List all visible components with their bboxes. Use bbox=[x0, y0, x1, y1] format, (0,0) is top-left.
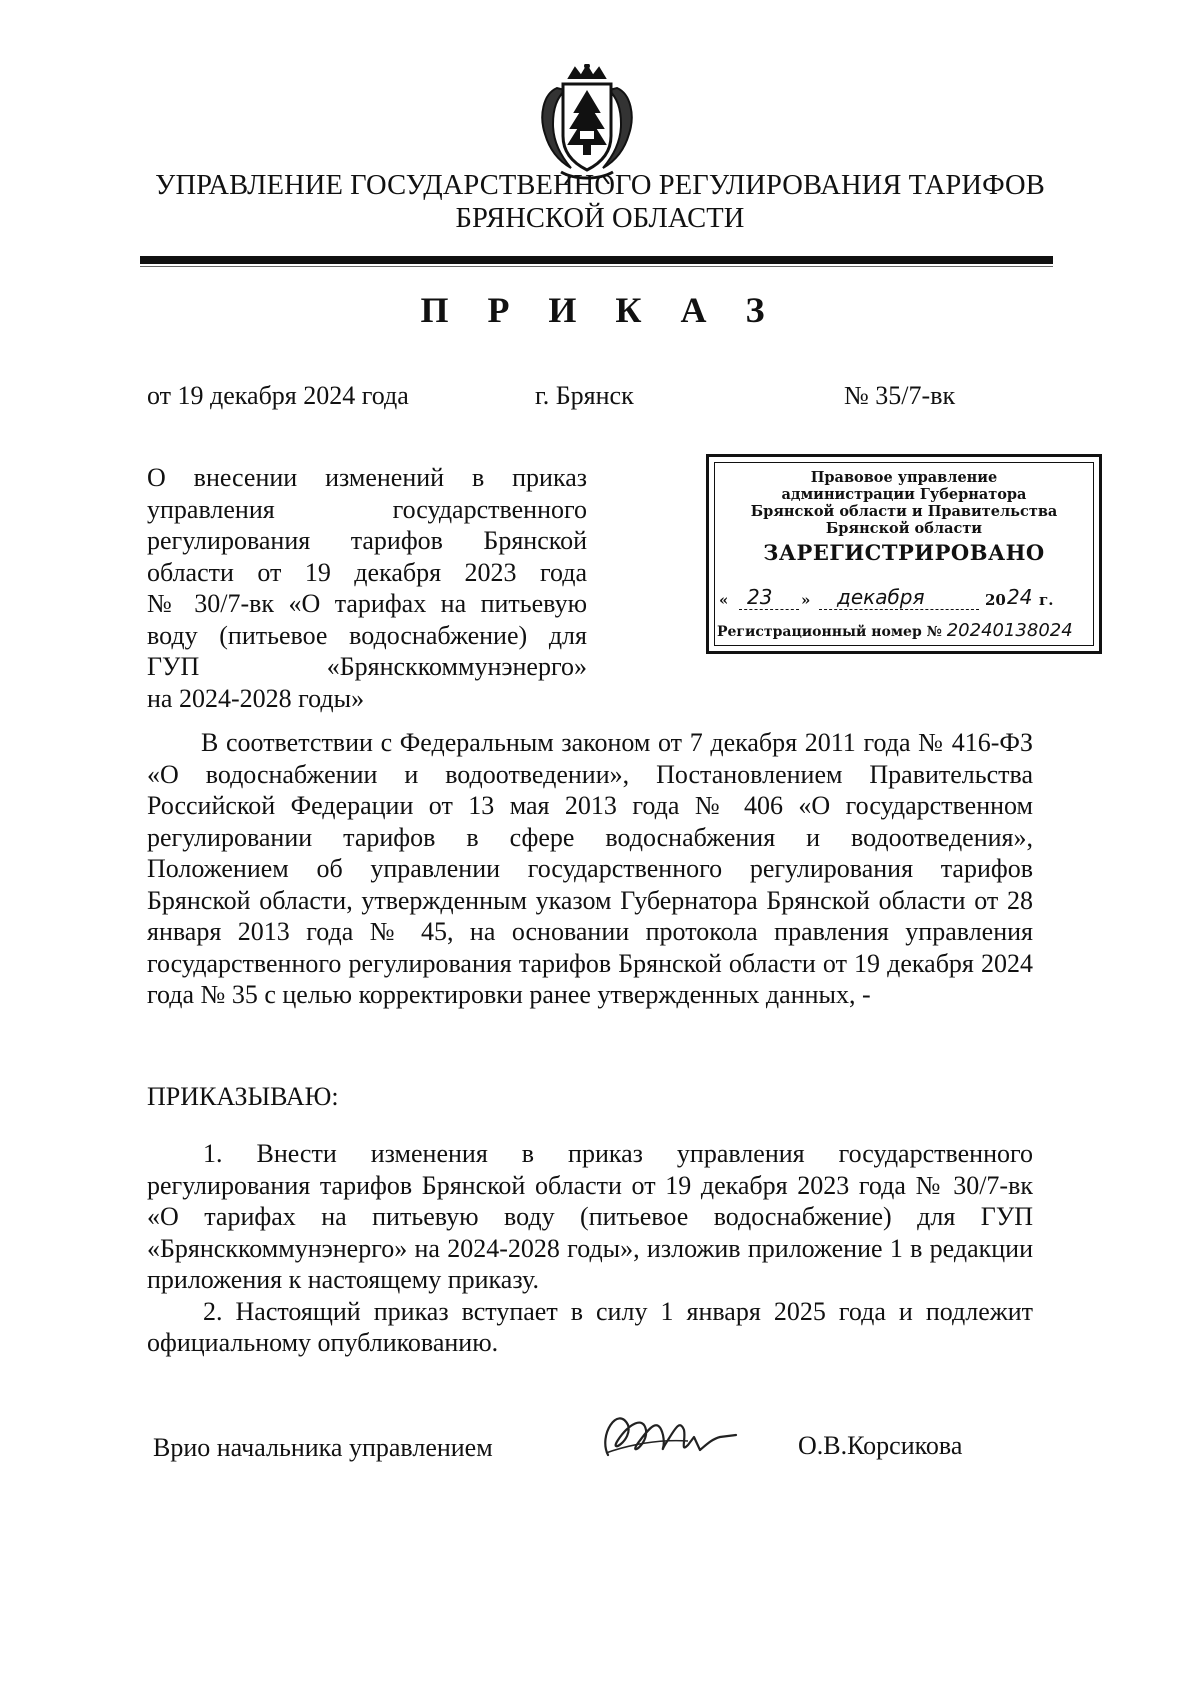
order-items bbox=[147, 1138, 1033, 1359]
preamble-text: В соответствии с Федеральным законом от 7 декабря 2011 года № 416-ФЗ «О водоснабжении и водоотведении», Постановлением Правительства Российской Федерации от 13 мая 2013 года № 406 «О государственном регулировании тарифов в сфере водоснабжения и водоотведения», Положением об управлении государственного регулирования тарифов Брянской области, утвержденным указом Губернатора Брянской области от 28 января 2013 года № 45, на основании протокола правления управления государственного регулирования тарифов Брянской области от 19 декабря 2024 года № 35 с целью корректировки ранее утвержденных данных, - bbox=[147, 728, 1033, 1009]
signature-icon bbox=[588, 1395, 748, 1475]
stamp-reg bbox=[717, 620, 1093, 644]
subject-line: № 30/7-вк «О тарифах на питьевую bbox=[147, 589, 587, 618]
stamp-line: Брянской области и Правительства bbox=[750, 503, 1058, 520]
stamp-line: администрации Губернатора bbox=[781, 486, 1027, 503]
signatory-name: О.В.Корсикова bbox=[798, 1431, 963, 1460]
subject-line: области от 19 декабря 2023 года bbox=[147, 557, 587, 587]
order-item: 1. Внести изменения в приказ управления государственного регулирования тарифов Брянской области от 19 декабря 2023 года № 30/7-вк «О тарифах на питьевую воду (питьевое водоснабжение) для ГУП «Брянсккоммунэнерго» на 2024-2028 годы», изложив приложение 1 в редакции приложения к настоящему приказу. bbox=[147, 1139, 1033, 1294]
document-subject bbox=[147, 462, 587, 714]
stamp-reg-label: Регистрационный номер № bbox=[717, 624, 942, 640]
stamp-date: « 23 » декабря 20 24 г. bbox=[719, 585, 1054, 609]
document-number: № 35/7-вк bbox=[844, 381, 956, 410]
document-city: г. Брянск bbox=[535, 381, 634, 410]
signatory-position: Врио начальника управлением bbox=[153, 1433, 493, 1462]
document-title: П Р И К А З bbox=[420, 290, 780, 330]
stamp-year-suffix: 24 bbox=[1007, 585, 1033, 609]
stamp-line: Правовое управление bbox=[810, 469, 998, 486]
subject-line: ГУП «Брянсккоммунэнерго» bbox=[147, 652, 587, 681]
coat-of-arms-icon bbox=[531, 64, 643, 184]
header-divider-thin bbox=[140, 266, 1053, 267]
registration-stamp bbox=[706, 454, 1102, 654]
order-word: ПРИКАЗЫВАЮ: bbox=[147, 1082, 339, 1111]
subject-line: управления государственного bbox=[147, 494, 587, 524]
subject-line: регулирования тарифов Брянской bbox=[147, 526, 587, 555]
subject-line: на 2024-2028 годы» bbox=[147, 683, 365, 713]
stamp-line: Брянской области bbox=[825, 520, 983, 537]
stamp-status: ЗАРЕГИСТРИРОВАНО bbox=[763, 540, 1045, 565]
document-date: от 19 декабря 2024 года bbox=[147, 381, 409, 410]
stamp-year-prefix: 20 bbox=[985, 591, 1006, 609]
stamp-reg-number: 20240138024 bbox=[946, 620, 1073, 641]
subject-line: О внесении изменений в приказ bbox=[147, 463, 587, 492]
subject-line: воду (питьевое водоснабжение) для bbox=[147, 620, 587, 650]
stamp-year-unit: г. bbox=[1039, 591, 1054, 609]
stamp-day: 23 bbox=[747, 585, 773, 609]
header-divider bbox=[140, 256, 1053, 264]
order-item: 2. Настоящий приказ вступает в силу 1 января 2025 года и подлежит официальному опубликованию. bbox=[147, 1296, 1033, 1357]
preamble-block bbox=[147, 727, 1033, 1011]
agency-name-line2: БРЯНСКОЙ ОБЛАСТИ bbox=[455, 203, 745, 234]
agency-name-line1: УПРАВЛЕНИЕ ГОСУДАРСТВЕННОГО РЕГУЛИРОВАНИЯ ТАРИФОВ bbox=[155, 170, 1045, 201]
stamp-month: декабря bbox=[837, 585, 925, 609]
